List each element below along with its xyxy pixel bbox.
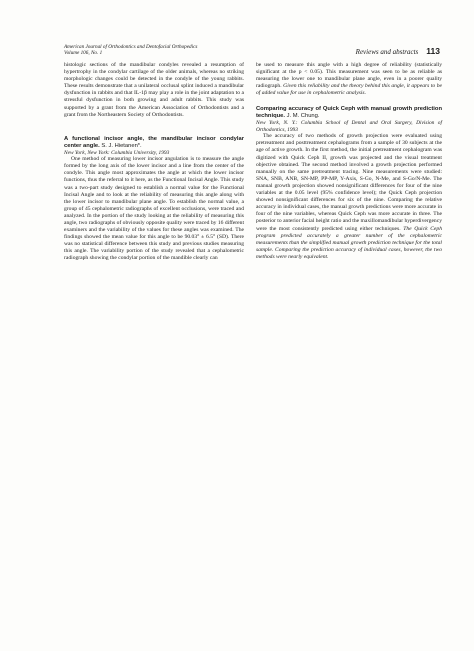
abstract-text: The accuracy of two methods of growth projection were evaluated using pretreatment and posttreatment cephalograms from a sample of 30 subjects at the age of active growth. In the first method, the initial pretreatment cephalogram was digitized with Quick Ceph II, growth was projected and the visual treatment objective obtained. The second method involved a growth projection performed manually on the same pretreatment tracing. Nine measurements were studied: SNA, SNB, ANB, SN-MP, PP-MP, Y-Axis, S-Go, N-Me, and S-Go/N-Me. The manual growth projection showed nonsignificant differences for four of the nine variables at the 0.05 level (95% confidence level); the Quick Ceph projection showed nonsignificant differences for six of the nine. Comparing the relative accuracy in individual cases, the manual growth predictions were more accurate in four of the nine variables, whereas Quick Ceph was more accurate in three. The posterior to anterior facial height ratio and the maxillomandibular hyperdivergency were the most consistently predicted using either techniques. [256, 133, 442, 232]
journal-title: American Journal of Orthodontics and Dentofacial Orthopedics [64, 44, 198, 50]
article-title-text: Comparing accuracy of Quick Ceph with manual growth prediction technique. [256, 106, 442, 120]
running-header-journal [64, 44, 264, 56]
article-title-text: A functional incisor angle, the mandibular incisor condylar center angle. [64, 135, 244, 149]
article-affiliation: New York, N. Y.: Columbia School of Dental and Oral Surgery, Division of Orthodontics, 1993 [256, 120, 442, 133]
article-author: S. J. Hietanen*. [101, 142, 142, 149]
running-header-section [356, 46, 440, 56]
continued-paragraph [256, 62, 442, 97]
article-affiliation: New York, New York: Columbia University, 1993 [64, 149, 170, 156]
left-column [64, 62, 244, 263]
page-number: 113 [426, 46, 440, 56]
article-title [256, 106, 442, 120]
section-title: Reviews and abstracts [355, 48, 419, 56]
right-column [256, 62, 442, 261]
article-abstract [256, 133, 442, 261]
continued-text-italic: Given this reliability and the theory behind this angle, it appears to be of added value for use in cephalometric analysis. [256, 83, 442, 97]
article-author: J. M. Chung. [286, 113, 320, 120]
article-abstract: One method of measuring lower incisor angulation is to measure the angle formed by the long axis of the lower incisor and a line from the center of the condyle. This angle most approximates the angle at which the lower incisor functions, thus the referral to it here, as the Functional Incisal Angle. This study was a two-part study designed to establish a normal value for the Functional Incisal Angle and to look at the reliability of measuring this angle along with the lower incisor to mandibular plane angle. To establish the normal value, a group of 45 cephalometric radiographs of excellent occlusions, were traced and analyzed. In the portion of the study looking at the reliability of measuring this angle, two radiographs of obviously opposite quality were traced by 16 different examiners and the variability of the values for these angles was examined. The findings showed the mean value for this angle to be 90.03° ± 6.5° (SD). There was no statistical difference between this study and previous studies measuring this angle. The variability portion of the study revealed that a cephalometric radiograph showing the condylar portion of the mandible clearly can [64, 156, 244, 262]
continued-text: be used to measure this angle with a high degree of reliability (statistically significant at the p < 0.05). This measurement was seen to be as reliable as measuring the lower one to mandibular plane angle, even in a poorer quality radiograph. [256, 62, 442, 90]
journal-volume: Volume 106, No. 1 [64, 50, 103, 57]
article-title [64, 136, 244, 150]
abstract-conclusion-italic: The Quick Ceph program predicted accurately a greater number of the cephalometric measurements than the simplified manual growth prediction technique for the total sample. Comparing the prediction accuracy of individual cases, however, the two methods were nearly equivalent. [256, 225, 443, 260]
continued-paragraph: histologic sections of the mandibular condyles revealed a resumption of hypertrophy in the condylar cartilage of the older animals, whereas no striking morphologic changes could be detected in the condyle of the young rabbits. These results demonstrate that a unilateral occlusal splint induced a mandibular dysfunction in rabbits and that IL-1β may play a role in the joint adaptation to a stressful dysfunction in both growing and adult rabbits. This study was supported by a grant from the American Association of Orthodontists and a grant from the Northeastern Society of Orthodontists. [64, 62, 244, 118]
